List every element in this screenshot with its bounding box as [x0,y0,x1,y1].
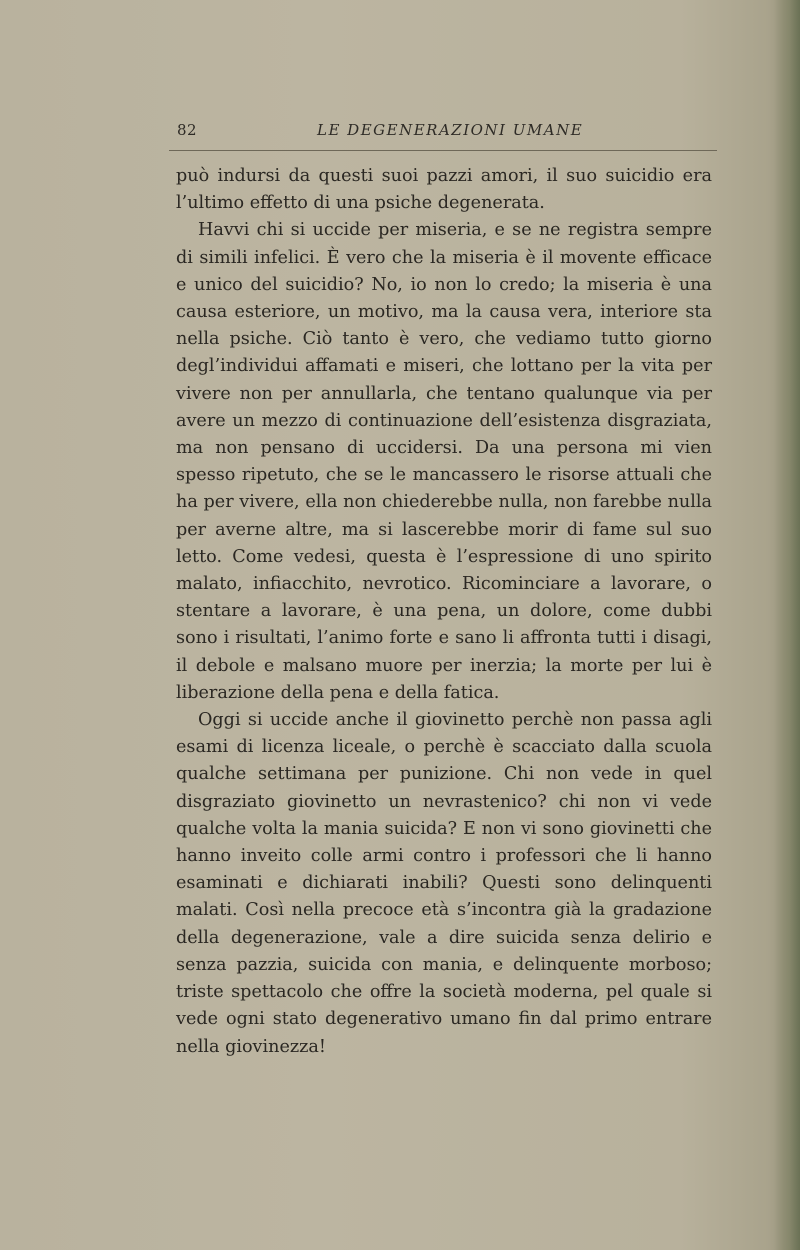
page-number: 82 [177,121,198,139]
paragraph: può indursi da questi suoi pazzi amori, il suo suicidio era l’ultimo effetto di una psiche degenerata. [176,166,712,214]
running-head [177,121,713,143]
running-title: LE DEGENERAZIONI UMANE [317,121,584,139]
paragraph: Havvi chi si uccide per miseria, e se ne registra sempre di simili infelici. È vero che la miseria è il movente efficace e unico del suicidio? No, io non lo credo; la miseria è una causa esteriore, un motivo, ma la causa vera, interiore sta nella psiche. Ciò tanto è vero, che vediamo tutto giorno degl’individui affamati e miseri, che lottano per la vita per vivere non per annullarla, che tentano qualunque via per avere un mezzo di continuazione dell’esistenza disgraziata, ma non pensano di uccidersi. Da una persona mi vien spesso ripetuto, che se le mancassero le risorse attuali che ha per vivere, ella non chiederebbe nulla, non farebbe nulla per averne altre, ma si lascerebbe morir di fame sul suo letto. Come vedesi, questa è l’espressione di uno spirito malato, infiacchito, nevrotico. Ricominciare a lavorare, o stentare a lavorare, è una pena, un dolore, come dubbi sono i risultati, l’animo forte e sano li affronta tutti i disagi, il debole e malsano muore per inerzia; la morte per lui è liberazione della pena e della fatica. [176,220,712,703]
paragraph: Oggi si uccide anche il giovinetto perchè non passa agli esami di licenza liceale, o perchè è scacciato dalla scuola qualche settimana per punizione. Chi non vede in quel disgraziato giovinetto un nevrastenico? chi non vi vede qualche volta la mania suicida? E non vi sono giovinetti che hanno inveito colle armi contro i professori che li hanno esaminati e dichiarati inabili? Questi sono delinquenti malati. Così nella precoce età s’incontra già la gradazione della degenerazione, vale a dire suicida senza delirio e senza pazzia, suicida con mania, e delinquente morboso; triste spettacolo che offre la società moderna, pel quale si vede ogni stato degenerativo umano fin dal primo entrare nella giovinezza! [176,710,712,1057]
page-edge-shadow [774,0,800,1250]
body-text [176,163,712,1061]
header-rule [169,150,717,151]
